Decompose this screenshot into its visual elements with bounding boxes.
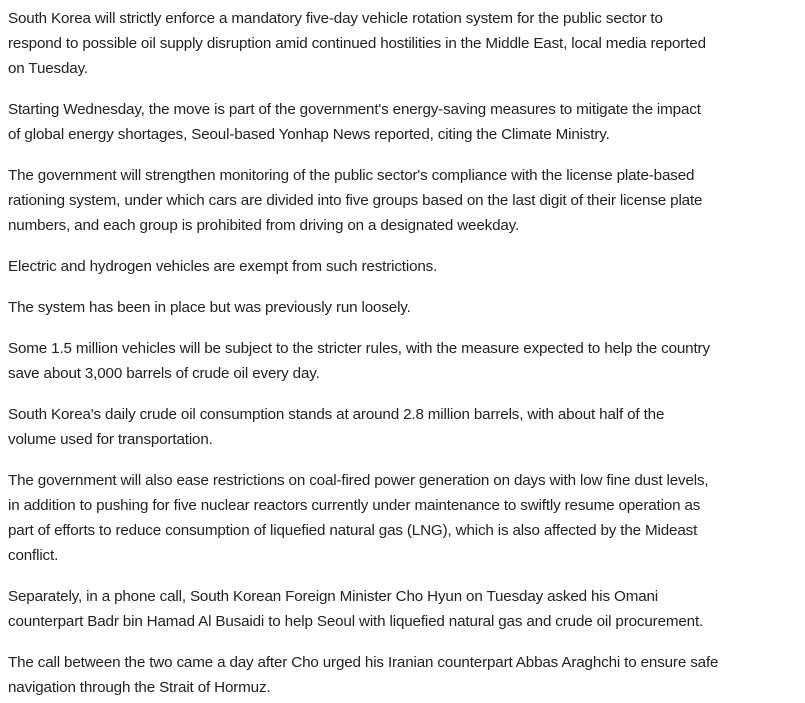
text-line: The government will also ease restrictions on coal-fired power generation on days with low fine dust levels, <box>8 472 709 489</box>
paragraph-phone-call <box>8 584 803 634</box>
text-line: in addition to pushing for five nuclear reactors currently under maintenance to swiftly resume operation as <box>8 497 701 514</box>
paragraph-energy-saving <box>8 97 803 147</box>
text-line: part of efforts to reduce consumption of liquefied natural gas (LNG), which is also affected by the Mideast <box>8 522 698 539</box>
text-line: The call between the two came a day after Cho urged his Iranian counterpart Abbas Araghchi to ensure safe <box>8 654 719 671</box>
text-line: Starting Wednesday, the move is part of the government's energy-saving measures to mitigate the impact <box>8 101 701 118</box>
paragraph-strait-of-hormuz <box>8 650 803 700</box>
paragraph-rotation-system <box>8 6 803 81</box>
paragraph-vehicle-count <box>8 336 803 386</box>
text-line: The government will strengthen monitoring of the public sector's compliance with the license plate-based <box>8 167 695 184</box>
text-line: rationing system, under which cars are divided into five groups based on the last digit of their license plate <box>8 192 703 209</box>
paragraph-exemptions <box>8 254 803 279</box>
text-line: volume used for transportation. <box>8 431 213 448</box>
text-line: Some 1.5 million vehicles will be subject to the stricter rules, with the measure expected to help the country <box>8 340 710 357</box>
text-line: South Korea will strictly enforce a mandatory five-day vehicle rotation system for the public sector to <box>8 10 663 27</box>
text-line: save about 3,000 barrels of crude oil every day. <box>8 365 320 382</box>
text-line: Separately, in a phone call, South Korean Foreign Minister Cho Hyun on Tuesday asked his Omani <box>8 588 659 605</box>
text-line: on Tuesday. <box>8 60 88 77</box>
paragraph-monitoring <box>8 163 803 238</box>
text-line: The system has been in place but was previously run loosely. <box>8 299 411 316</box>
text-line: respond to possible oil supply disruption amid continued hostilities in the Middle East, local media reported <box>8 35 706 52</box>
paragraph-oil-consumption <box>8 402 803 452</box>
text-line: numbers, and each group is prohibited from driving on a designated weekday. <box>8 217 520 234</box>
text-line: of global energy shortages, Seoul-based Yonhap News reported, citing the Climate Ministry. <box>8 126 610 143</box>
text-line: counterpart Badr bin Hamad Al Busaidi to help Seoul with liquefied natural gas and crude oil procurement. <box>8 613 704 630</box>
text-line: Electric and hydrogen vehicles are exempt from such restrictions. <box>8 258 438 275</box>
paragraph-coal-and-nuclear <box>8 468 803 568</box>
text-line: South Korea's daily crude oil consumption stands at around 2.8 million barrels, with about half of the <box>8 406 665 423</box>
text-line: navigation through the Strait of Hormuz. <box>8 679 271 696</box>
text-line: conflict. <box>8 547 59 564</box>
paragraph-previous-system <box>8 295 803 320</box>
